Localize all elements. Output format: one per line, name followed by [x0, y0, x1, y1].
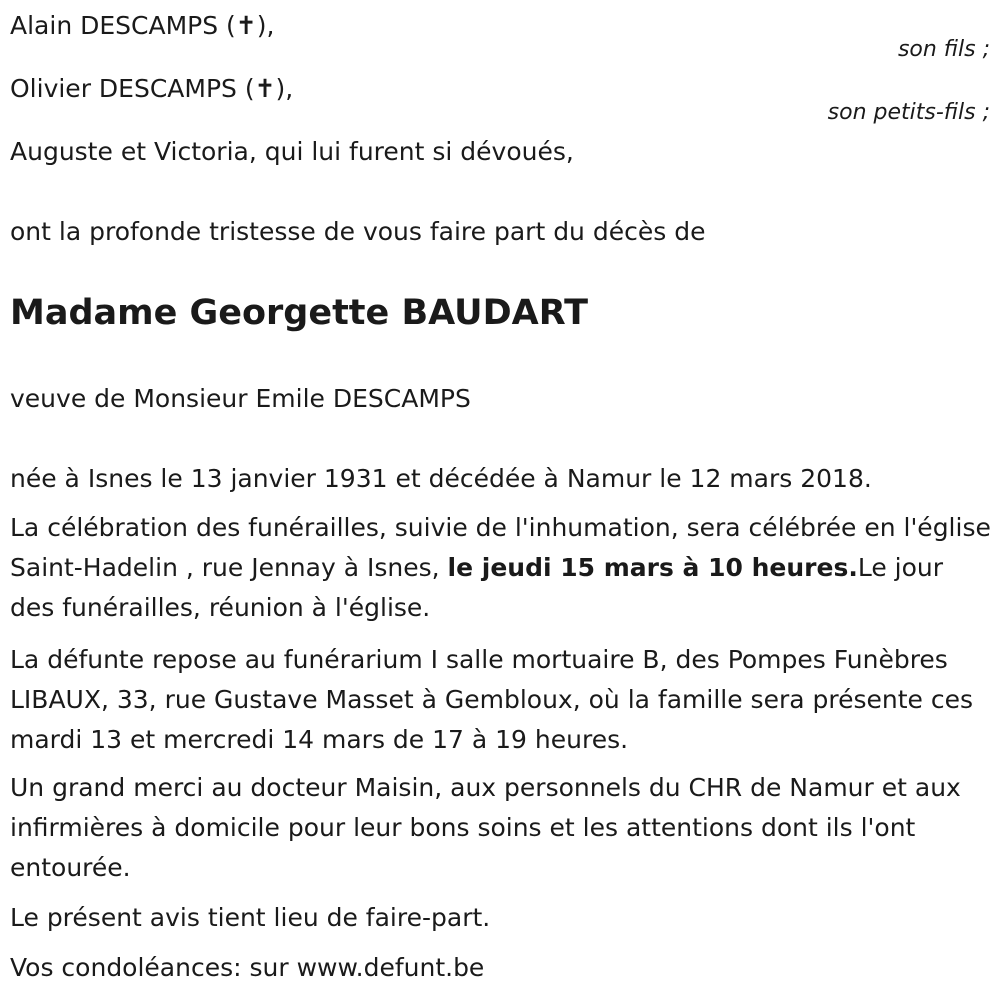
dates-text: née à Isnes le 13 janvier 1931 et décédée à Namur le 12 mars 2018. [10, 464, 872, 493]
funeral-date-emphasis: le jeudi 15 mars à 10 heures. [447, 553, 858, 582]
announcement-text: ont la profonde tristesse de vous faire part du décès de [10, 217, 706, 246]
family-role-1: son fils ; [897, 37, 990, 62]
funeral-text-after: Le jour des funérailles, réunion à l'église. [10, 553, 944, 622]
funeral-paragraph [10, 508, 995, 628]
condolences-text: Vos condoléances: sur www.defunt.be [10, 953, 485, 982]
funeral-text-before: La célébration des funérailles, suivie de l'inhumation, sera célébrée en l'église Saint-Hadelin , rue Jennay à Isnes, [10, 513, 991, 582]
thanks-paragraph: Un grand merci au docteur Maisin, aux personnels du CHR de Namur et aux infirmières à domicile pour leur bons soins et les attentions dont ils l'ont entourée. [10, 773, 961, 882]
deceased-name: Madame Georgette BAUDART [10, 293, 588, 333]
family-role-2: son petits-fils ; [827, 100, 990, 125]
family-name-2: Olivier DESCAMPS (✝), [10, 74, 294, 103]
rest-paragraph: La défunte repose au funérarium I salle mortuaire B, des Pompes Funèbres LIBAUX, 33, rue Gustave Masset à Gembloux, où la famille sera présente ces mardi 13 et mercredi 14 mars de 17 à 19 heures. [10, 645, 974, 754]
family-name-3: Auguste et Victoria, qui lui furent si dévoués, [10, 137, 574, 166]
family-name-1: Alain DESCAMPS (✝), [10, 11, 275, 40]
notice-text: Le présent avis tient lieu de faire-part. [10, 903, 491, 932]
spouse-text: veuve de Monsieur Emile DESCAMPS [10, 384, 471, 413]
